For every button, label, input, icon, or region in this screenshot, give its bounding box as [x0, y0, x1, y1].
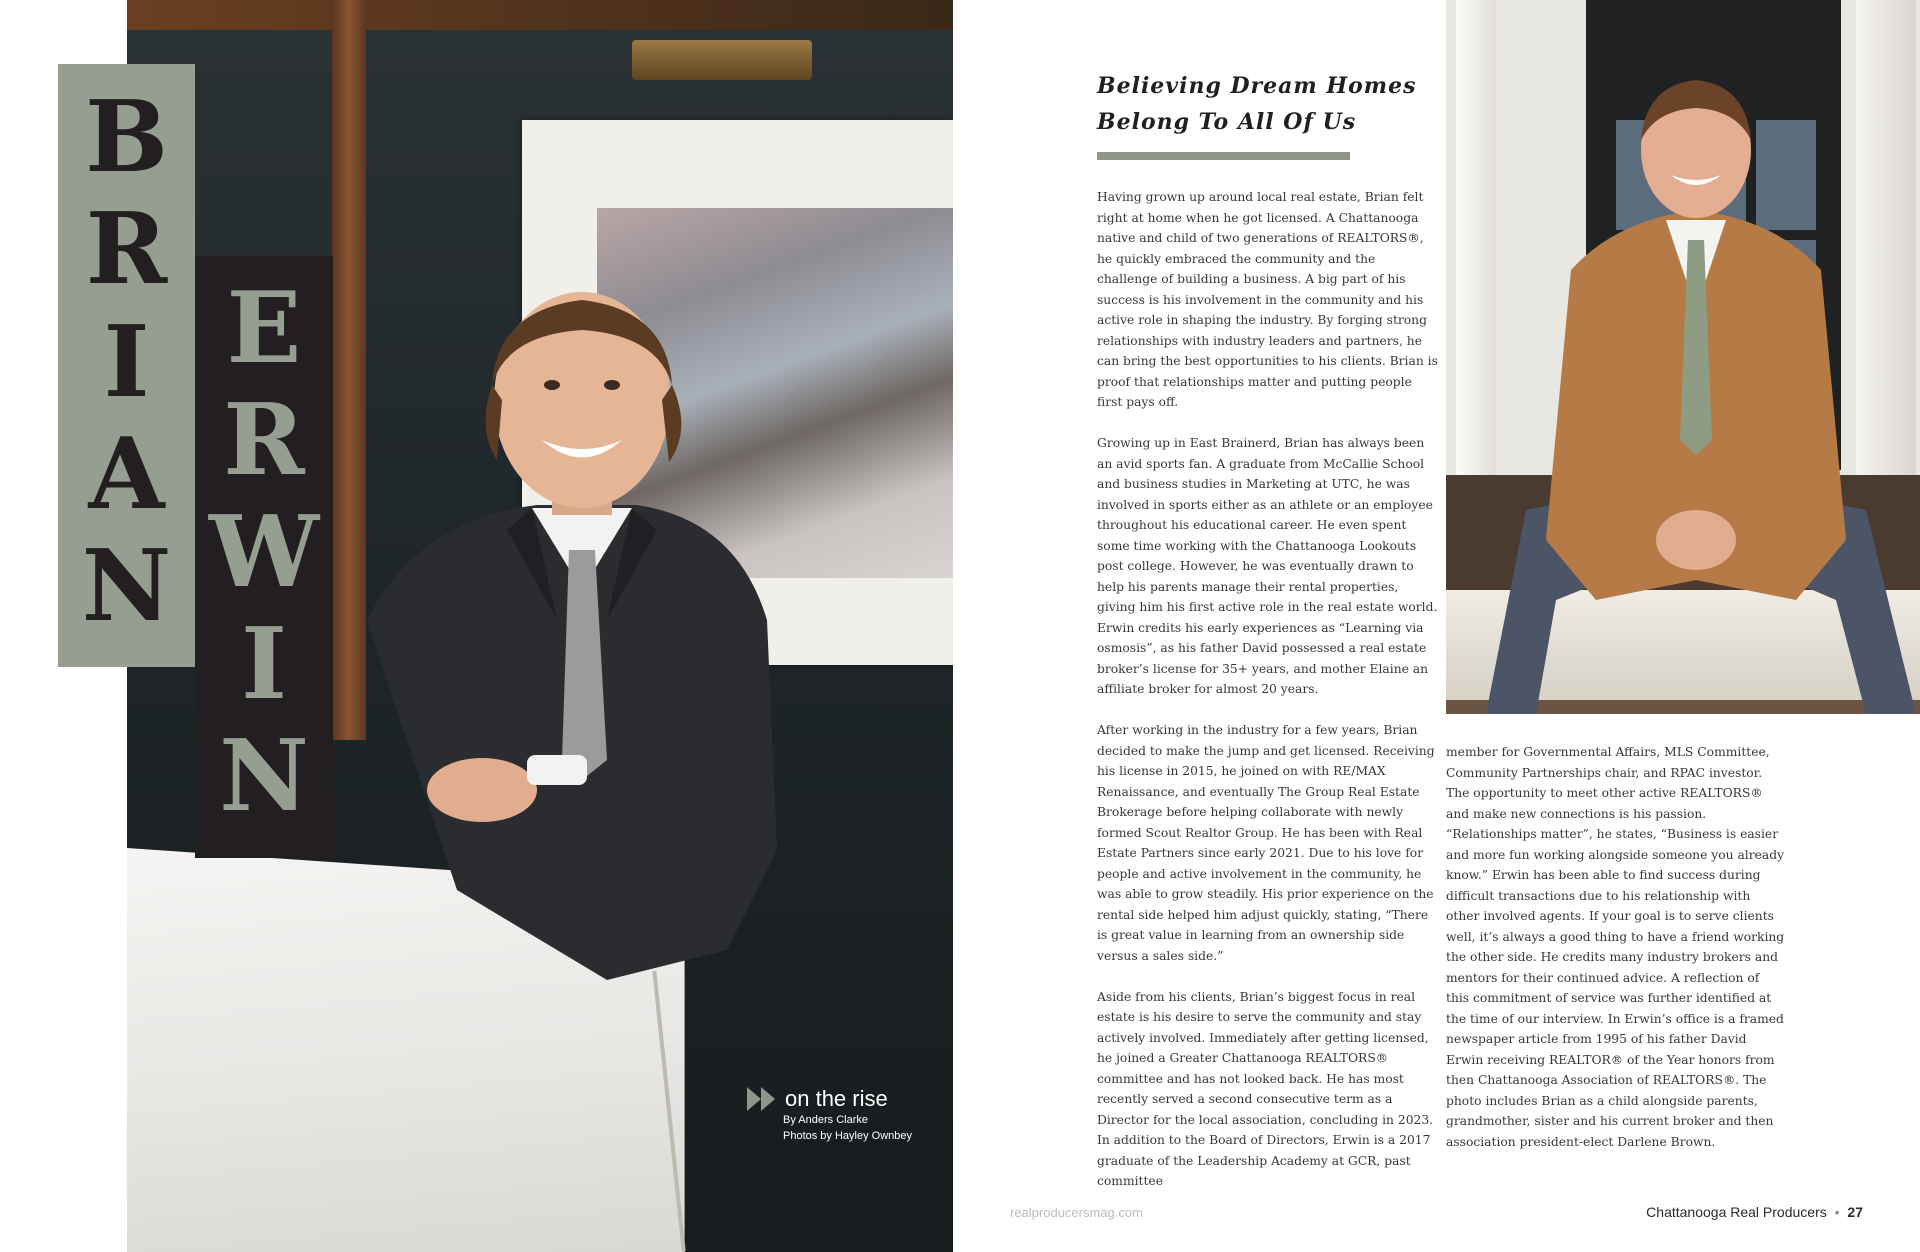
first-name-letter: I — [103, 305, 150, 420]
photo-credit: Photos by Hayley Ownbey — [783, 1130, 913, 1142]
author-credit: By Anders Clarke — [783, 1114, 868, 1126]
fast-forward-icon — [747, 1087, 777, 1111]
last-name-letter: R — [223, 383, 305, 498]
page-number: 27 — [1847, 1204, 1863, 1220]
body-paragraph: Growing up in East Brainerd, Brian has always been an avid sports fan. A graduate from McCallie School and business studies in Marketing at UTC, he was involved in sports either as an athlete or an employee throughout his educational career. He even spent some time working with the Chattanooga Lookouts post college. However, he was eventually drawn to help his parents manage their rental properties, giving him his first active role in the real estate world. Erwin credits his early experiences as “Learning via osmosis”, as his father David possessed a real estate broker’s license for 35+ years, and mother Elaine an affiliate broker for almost 20 years. — [1097, 436, 1438, 696]
footer-separator: • — [1834, 1204, 1840, 1220]
body-column-1 — [1097, 187, 1439, 1212]
man-in-camel-coat-figure — [1466, 80, 1920, 714]
last-name-banner — [195, 256, 333, 858]
section-title: on the rise — [785, 1086, 888, 1111]
first-name-letter: R — [85, 192, 168, 307]
first-name-banner — [58, 64, 195, 667]
headline-line-1: Believing Dream Homes — [1097, 73, 1417, 99]
portrait-photo-seated — [1446, 0, 1920, 714]
headline-line-2: Belong To All Of Us — [1097, 109, 1357, 135]
footer-url[interactable]: realproducersmag.com — [1010, 1205, 1143, 1220]
byline — [747, 1086, 912, 1144]
body-paragraph: Having grown up around local real estate, Brian felt right at home when he got licensed. A Chattanooga native and child of two generations of REALTORS®, he quickly embraced the community and the challenge of building a business. A big part of his success is his involvement in the community and his active role in shaping the industry. By forging strong relationships with industry leaders and partners, he can bring the best opportunities to his clients. Brian is proof that relationships matter and putting people first pays off. — [1097, 190, 1438, 409]
publication-name: Chattanooga Real Producers — [1646, 1204, 1827, 1220]
body-paragraph: Aside from his clients, Brian’s biggest focus in real estate is his desire to serve the community and stay actively involved. Immediately after getting licensed, he joined a Greater Chattanooga REALTORS® committee and has not looked back. He has most recently served a second consecutive term as a Director for the local association, concluding in 2023. In addition to the Board of Directors, Erwin is a 2017 graduate of the Leadership Academy at GCR, past committee — [1097, 989, 1434, 1188]
last-name-letter: E — [226, 271, 302, 386]
first-name-letter: A — [88, 417, 165, 532]
first-name-letter: N — [81, 529, 172, 644]
body-column-2 — [1446, 742, 1786, 1173]
headline-rule — [1097, 152, 1350, 160]
last-name-letter: W — [208, 495, 320, 610]
body-paragraph: After working in the industry for a few years, Brian decided to make the jump and get licensed. Receiving his license in 2015, he joined on with RE/MAX Renaissance, and eventually The Group Real Estate Brokerage before helping collaborate with newly formed Scout Realtor Group. He has been with Real Estate Partners since early 2021. Due to his love for people and active involvement in the community, he was able to grow steadily. His prior experience on the rental side helped him adjust quickly, stating, “There is great value in learning from an ownership side versus a sales side.” — [1097, 723, 1435, 963]
last-name-letter: N — [219, 719, 309, 834]
man-in-suit-figure — [307, 290, 907, 1010]
body-paragraph: member for Governmental Affairs, MLS Committee, Community Partnerships chair, and RPAC investor. The opportunity to meet other active REALTORS® and make new connections is his passion. “Relationships matter”, he states, “Business is easier and more fun working alongside someone you already know.” Erwin has been able to find success during difficult transactions due to his relationship with other involved agents. If your goal is to serve clients well, it’s always a good thing to have a friend working the other side. He credits many industry brokers and mentors for their continued advice. A reflection of this commitment of service was further identified at the time of our interview. In Erwin’s office is a framed newspaper article from 1995 of his father David Erwin receiving REALTOR® of the Year honors from then Chattanooga Association of REALTORS®. The photo includes Brian as a child alongside parents, grandmother, sister and his current broker and then association president-elect Darlene Brown. — [1446, 745, 1785, 1149]
footer-publication — [1646, 1204, 1863, 1220]
last-name-letter: I — [241, 607, 287, 722]
article-headline — [1097, 68, 1437, 140]
first-name-letter: B — [85, 80, 168, 195]
